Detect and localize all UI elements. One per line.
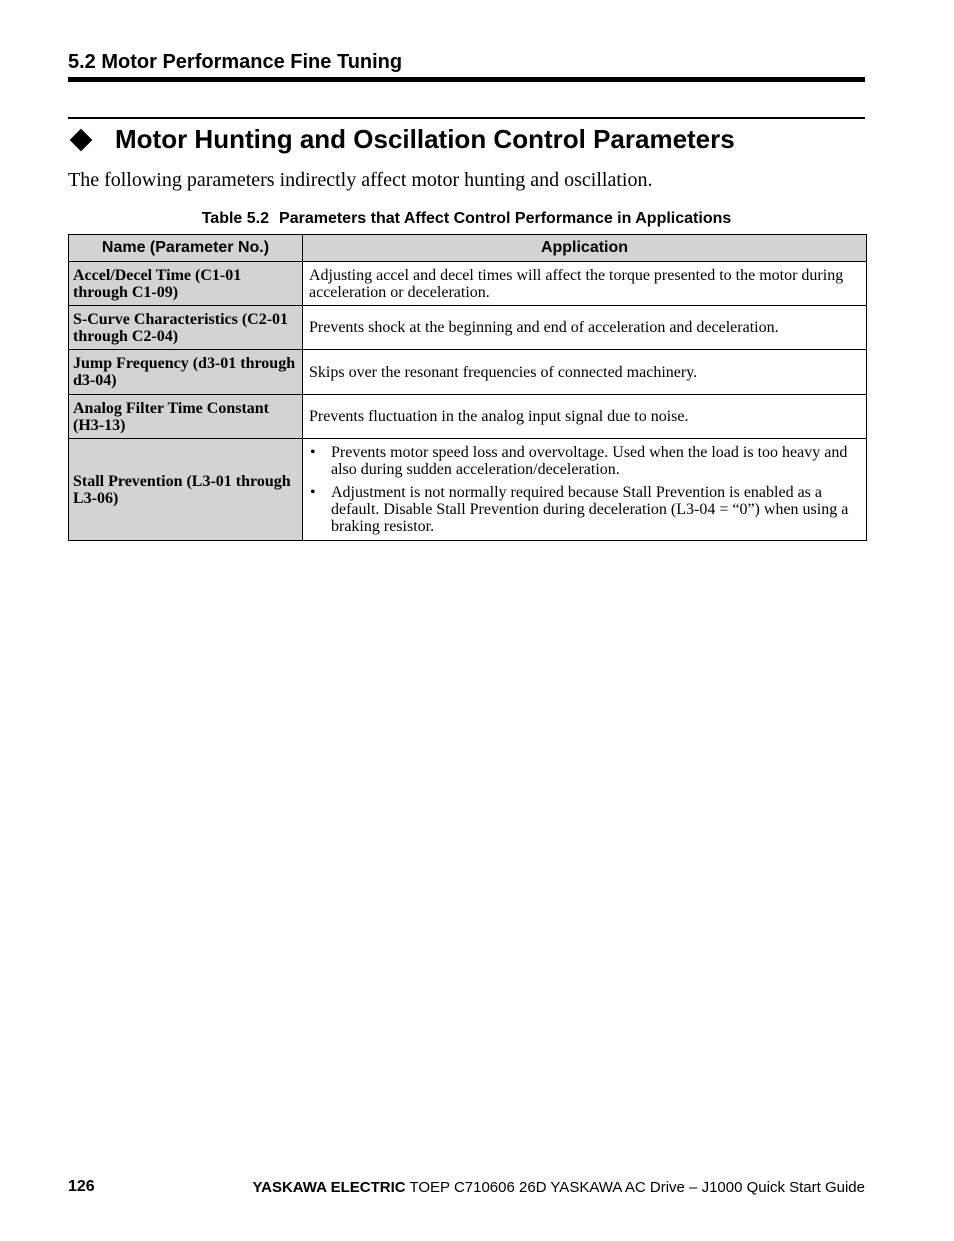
column-header-name: Name (Parameter No.) (69, 235, 303, 262)
parameter-application (303, 439, 867, 541)
footer-brand: YASKAWA ELECTRIC (252, 1179, 406, 1196)
heading-rule (68, 117, 865, 119)
table-row (69, 395, 867, 439)
parameter-name: Accel/Decel Time (C1-01 through C1-09) (69, 262, 303, 306)
table-caption-title: Parameters that Affect Control Performance in Applications (279, 210, 732, 227)
parameters-table (68, 234, 867, 541)
diamond-icon (70, 128, 93, 151)
table-caption (68, 210, 865, 228)
parameter-name: Analog Filter Time Constant (H3-13) (69, 395, 303, 439)
application-bullet: • Prevents motor speed loss and overvoltage. Used when the load is too heavy and also during sudden acceleration/deceleration. (309, 444, 862, 478)
heading-title: Motor Hunting and Oscillation Control Parameters (115, 124, 735, 154)
table-caption-number: Table 5.2 (201, 210, 270, 227)
heading (68, 124, 735, 155)
application-bullet: • Adjustment is not normally required because Stall Prevention is enabled as a default. Disable Stall Prevention during deceleration (L3-04 = “0”) when using a braking resistor. (309, 484, 862, 535)
footer (253, 1179, 866, 1196)
parameter-application: Skips over the resonant frequencies of connected machinery. (303, 350, 867, 395)
table-row (69, 350, 867, 395)
column-header-application: Application (303, 235, 867, 262)
parameter-name: Stall Prevention (L3-01 through L3-06) (69, 439, 303, 541)
parameter-application: Adjusting accel and decel times will affect the torque presented to the motor during acceleration or deceleration. (303, 262, 867, 306)
page-number: 126 (68, 1178, 95, 1195)
parameter-application: Prevents fluctuation in the analog input signal due to noise. (303, 395, 867, 439)
table-row (69, 262, 867, 306)
parameter-name: Jump Frequency (d3-01 through d3-04) (69, 350, 303, 395)
parameter-application: Prevents shock at the beginning and end of acceleration and deceleration. (303, 306, 867, 350)
intro-paragraph: The following parameters indirectly affect motor hunting and oscillation. (68, 169, 653, 191)
parameter-name: S-Curve Characteristics (C2-01 through C2-04) (69, 306, 303, 350)
table-header-row (69, 235, 867, 262)
footer-document: TOEP C710606 26D YASKAWA AC Drive – J1000 Quick Start Guide (409, 1179, 865, 1196)
section-header: 5.2 Motor Performance Fine Tuning (68, 51, 403, 73)
application-bullet-list (309, 444, 862, 535)
section-rule (68, 77, 865, 82)
table-row (69, 306, 867, 350)
table-row (69, 439, 867, 541)
